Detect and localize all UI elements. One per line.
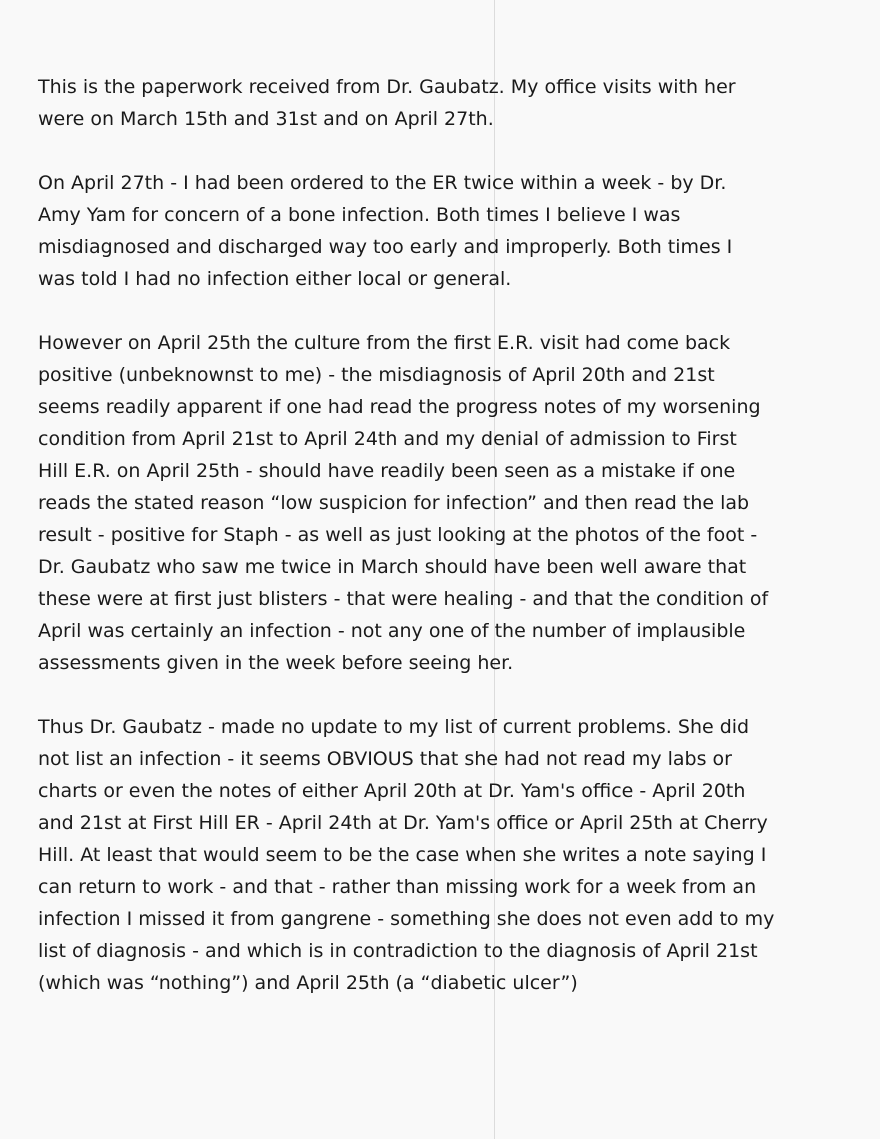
text-line: not list an infection - it seems OBVIOUS that she had not read my labs or xyxy=(38,748,732,770)
text-line: Dr. Gaubatz who saw me twice in March should have been well aware that xyxy=(38,556,747,578)
text-line: charts or even the notes of either April 20th at Dr. Yam's office - April 20th xyxy=(38,780,746,802)
letter-body xyxy=(38,71,858,1031)
paragraph-2 xyxy=(38,167,858,295)
text-line: result - positive for Staph - as well as just looking at the photos of the foot - xyxy=(38,524,758,546)
paragraph-3 xyxy=(38,327,858,679)
text-line: Hill. At least that would seem to be the case when she writes a note saying I xyxy=(38,844,767,866)
text-line: positive (unbeknownst to me) - the misdiagnosis of April 20th and 21st xyxy=(38,364,715,386)
text-line: However on April 25th the culture from the first E.R. visit had come back xyxy=(38,332,731,354)
text-line: list of diagnosis - and which is in contradiction to the diagnosis of April 21st xyxy=(38,940,758,962)
paragraph-1 xyxy=(38,71,858,135)
text-line: Hill E.R. on April 25th - should have readily been seen as a mistake if one xyxy=(38,460,736,482)
text-line: Amy Yam for concern of a bone infection. Both times I believe I was xyxy=(38,204,681,226)
text-line: condition from April 21st to April 24th and my denial of admission to First xyxy=(38,428,737,450)
text-line: On April 27th - I had been ordered to the ER twice within a week - by Dr. xyxy=(38,172,727,194)
text-line: This is the paperwork received from Dr. Gaubatz. My office visits with her xyxy=(38,76,736,98)
text-line: assessments given in the week before seeing her. xyxy=(38,652,514,674)
text-line: (which was “nothing”) and April 25th (a “diabetic ulcer”) xyxy=(38,972,578,994)
paragraph-4 xyxy=(38,711,858,999)
text-line: April was certainly an infection - not any one of the number of implausible xyxy=(38,620,746,642)
text-line: misdiagnosed and discharged way too early and improperly. Both times I xyxy=(38,236,733,258)
text-line: reads the stated reason “low suspicion for infection” and then read the lab xyxy=(38,492,750,514)
text-line: seems readily apparent if one had read the progress notes of my worsening xyxy=(38,396,761,418)
text-line: and 21st at First Hill ER - April 24th at Dr. Yam's office or April 25th at Cherry xyxy=(38,812,768,834)
text-line: infection I missed it from gangrene - something she does not even add to my xyxy=(38,908,775,930)
text-line: were on March 15th and 31st and on April 27th. xyxy=(38,108,494,130)
text-line: can return to work - and that - rather than missing work for a week from an xyxy=(38,876,757,898)
text-line: was told I had no infection either local or general. xyxy=(38,268,512,290)
text-line: these were at first just blisters - that were healing - and that the condition of xyxy=(38,588,769,610)
text-line: Thus Dr. Gaubatz - made no update to my list of current problems. She did xyxy=(38,716,750,738)
